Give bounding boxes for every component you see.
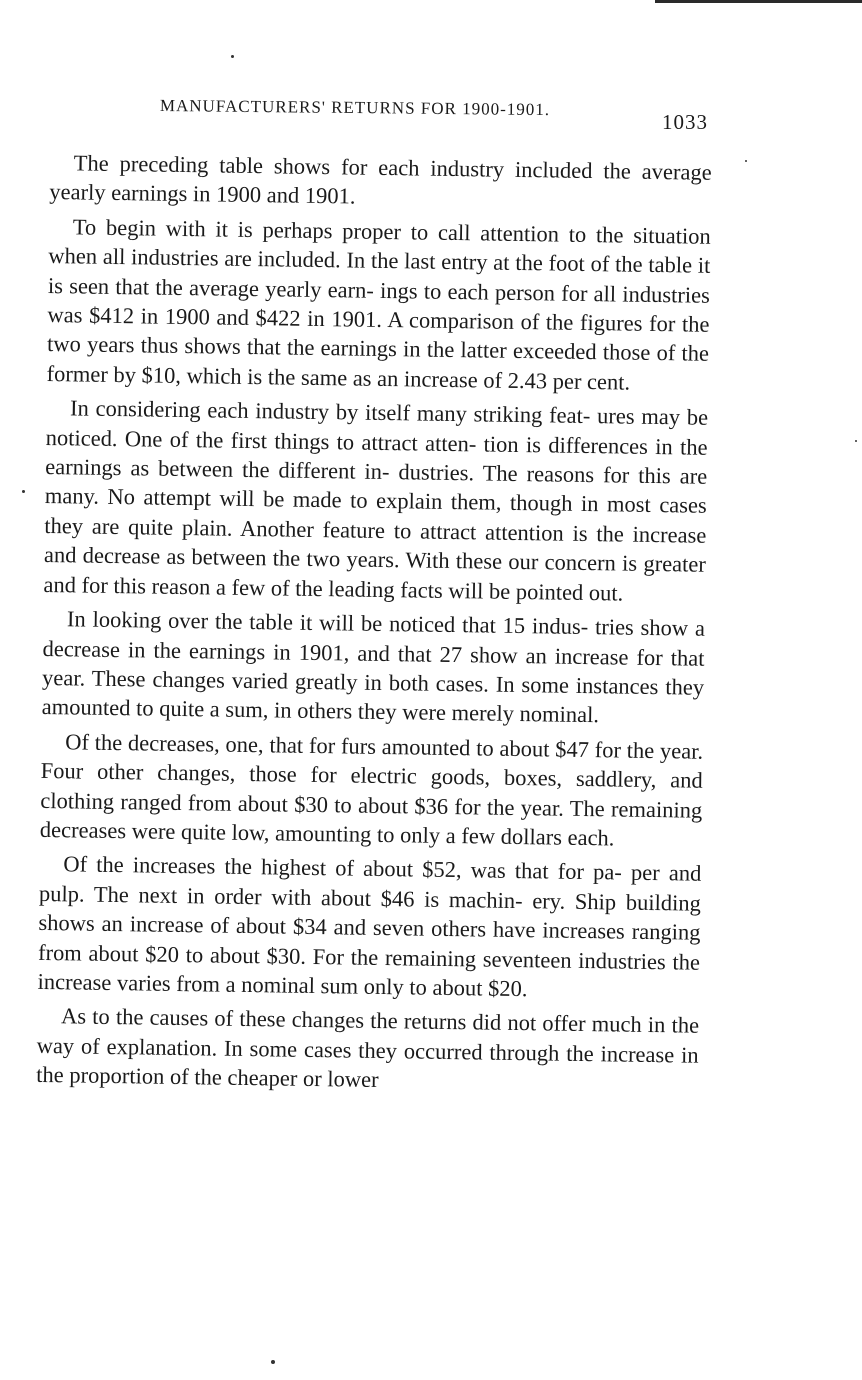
running-head: MANUFACTURERS' RETURNS FOR 1900-1901.	[159, 96, 551, 120]
body-text	[36, 148, 712, 1104]
paragraph-1: The preceding table shows for each industry included the average yearly earnings in 1900 and 1901.	[49, 150, 712, 209]
paragraph-3: In considering each industry by itself many striking feat- ures may be noticed. One of the first things to attract atten- tion is differences in the earnings as between the different in- dustries. The reasons for this are many. No attempt will be made to explain them, though in most cases they are quite plain. Another feature to attract attention is the increase and decrease as between the two years. With these our concern is greater and for this reason a few of the leading facts will be pointed out.	[43, 395, 709, 606]
print-speck	[22, 490, 25, 493]
print-speck	[855, 440, 857, 442]
print-speck	[745, 160, 747, 162]
paragraph-4: In looking over the table it will be noticed that 15 indus- tries show a decrease in the earnings in 1901, and that 27 show an increase for that year. These changes varied greatly in both cases. In some instances they amounted to quite a sum, in others they were merely nominal.	[41, 606, 706, 728]
paragraph-6: Of the increases the highest of about $52, was that for pa- per and pulp. The next in order with about $46 is machin- ery. Ship building shows an increase of about $34 and seven others have increases ranging from about $20 to about $30. For the remaining seventeen industries the increase varies from a nominal sum only to about $20.	[37, 851, 702, 1002]
paragraph-5: Of the decreases, one, that for furs amounted to about $47 for the year. Four other changes, those for electric goods, boxes, saddlery, and clothing ranged from about $30 to about $36 for the year. The remaining decreases were quite low, amounting to only a few dollars each.	[39, 729, 704, 851]
page-number: 1033	[662, 110, 708, 134]
paragraph-2: To begin with it is perhaps proper to call attention to the situation when all industries are included. In the last entry at the foot of the table it is seen that the average yearly earn- ings to each person for all industries was $412 in 1900 and $422 in 1901. A comparison of the figures for the two years thus shows that the earnings in the latter exceeded those of the former by $10, which is the same as an increase of 2.43 per cent.	[46, 214, 711, 395]
paragraph-7: As to the causes of these changes the returns did not offer much in the way of explanation. In some cases they occurred through the increase in the proportion of the cheaper or lower	[36, 1003, 700, 1093]
print-speck	[231, 55, 234, 58]
page-top-rule	[655, 0, 862, 3]
print-speck	[271, 1360, 275, 1364]
